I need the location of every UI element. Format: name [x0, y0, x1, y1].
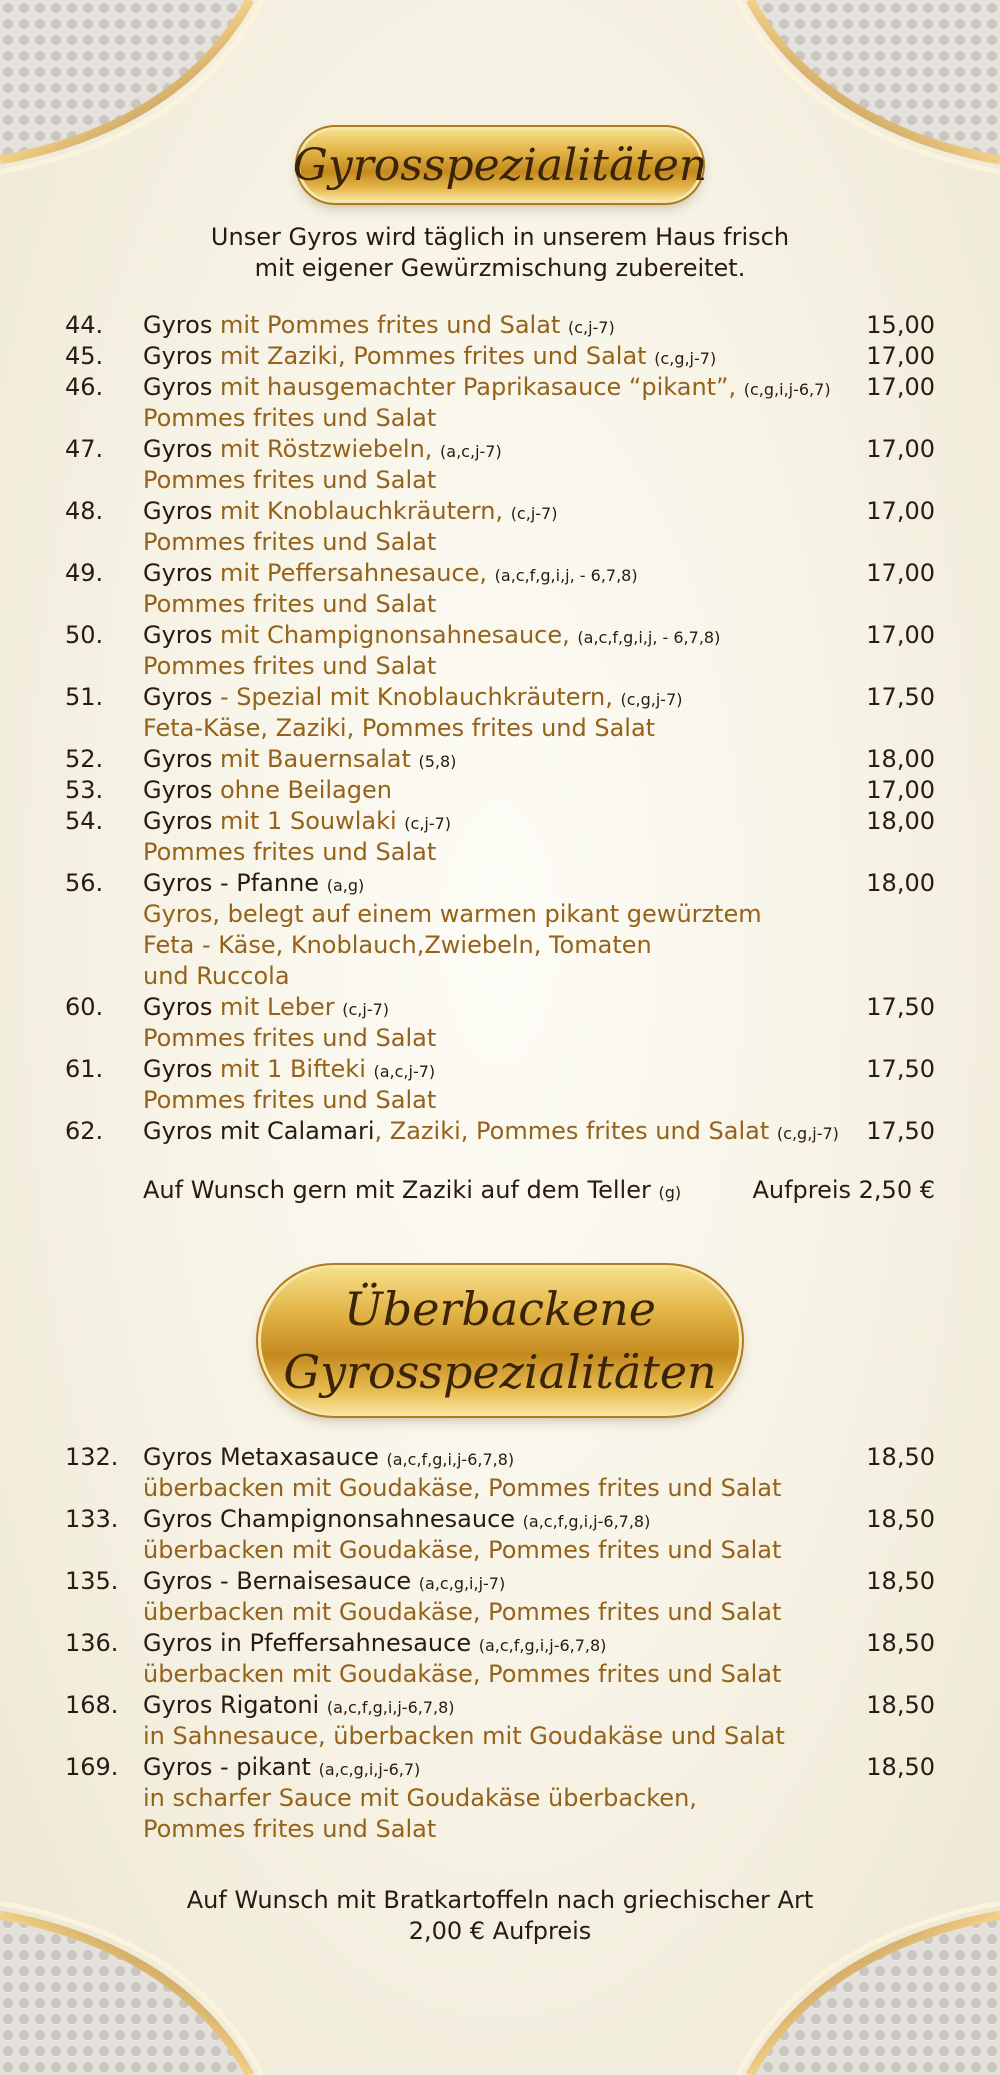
item-text: mit Knoblauchkräutern,: [219, 497, 511, 525]
menu-item-line: [0, 775, 1000, 806]
item-description: [143, 930, 652, 961]
item-allergens: (a,c,j-7): [440, 442, 502, 461]
item-allergens: (c,j-7): [342, 1000, 390, 1019]
item-number: 135.: [65, 1567, 119, 1595]
menu-item-line: [0, 589, 1000, 620]
item-text: Pommes frites und Salat: [143, 590, 437, 618]
item-text: Gyros - pikant: [143, 1753, 319, 1781]
item-price: 17,00: [866, 497, 935, 525]
item-text: mit Bauernsalat: [219, 745, 419, 773]
item-text: mit 1 Souwlaki: [219, 807, 405, 835]
item-text: mit Pommes frites und Salat: [219, 311, 568, 339]
item-text: in Sahnesauce, überbacken mit Goudakäse und Salat: [143, 1722, 785, 1750]
item-allergens: (a,c,g,i,j-7): [418, 1574, 506, 1593]
item-number: 52.: [65, 745, 104, 773]
item-text: mit Peffersahnesauce,: [219, 559, 495, 587]
item-description: [143, 310, 615, 343]
menu-item-line: [0, 930, 1000, 961]
menu-item-line: [0, 1721, 1000, 1752]
item-number: 51.: [65, 683, 104, 711]
item-price: 17,00: [866, 621, 935, 649]
item-description: [143, 465, 436, 496]
item-price: 17,00: [866, 435, 935, 463]
item-description: [143, 1566, 505, 1599]
menu-item-line: [0, 868, 1000, 899]
menu-list-gyros: [0, 310, 1000, 1147]
menu-item-line: [0, 1690, 1000, 1721]
item-description: [143, 403, 436, 434]
item-text: Pommes frites und Salat: [143, 1086, 437, 1114]
item-allergens: (a,c,f,g,i,j-6,7,8): [326, 1698, 455, 1717]
item-text: Gyros: [143, 621, 220, 649]
item-text: Gyros: [143, 993, 220, 1021]
item-allergens: (a,c,f,g,i,j-6,7,8): [478, 1636, 607, 1655]
item-price: 17,00: [866, 776, 935, 804]
item-description: [143, 1535, 781, 1566]
item-text: Gyros in Pfeffersahnesauce: [143, 1629, 479, 1657]
item-text: und Ruccola: [143, 962, 290, 990]
item-allergens: (a,c,g,i,j-6,7): [318, 1760, 421, 1779]
item-text: Gyros: [143, 559, 220, 587]
item-number: 60.: [65, 993, 104, 1021]
menu-item-line: [0, 1535, 1000, 1566]
item-text: Pommes frites und Salat: [143, 1024, 437, 1052]
item-text: mit 1 Bifteki: [219, 1055, 374, 1083]
item-description: [143, 868, 364, 901]
item-text: Gyros - Bernaisesauce: [143, 1567, 419, 1595]
item-price: 18,50: [866, 1443, 935, 1471]
menu-item-line: [0, 682, 1000, 713]
menu-item-line: [0, 310, 1000, 341]
item-allergens: (5,8): [418, 752, 457, 771]
item-number: 49.: [65, 559, 104, 587]
item-allergens: (a,g): [326, 876, 365, 895]
item-price: 17,00: [866, 342, 935, 370]
menu-item-line: [0, 558, 1000, 589]
item-text: Gyros, belegt auf einem warmen pikant gewürztem: [143, 900, 762, 928]
item-price: 18,50: [866, 1567, 935, 1595]
item-number: 45.: [65, 342, 104, 370]
item-allergens: (a,c,f,g,i,j, - 6,7,8): [577, 628, 721, 647]
item-number: 168.: [65, 1691, 119, 1719]
item-price: 18,50: [866, 1753, 935, 1781]
menu-item-line: [0, 1783, 1000, 1814]
item-description: [143, 775, 392, 806]
menu-item-line: [0, 961, 1000, 992]
menu-item-line: [0, 744, 1000, 775]
menu-item-line: [0, 465, 1000, 496]
item-text: Gyros: [143, 776, 220, 804]
item-number: 44.: [65, 311, 104, 339]
item-number: 53.: [65, 776, 104, 804]
item-description: [143, 1473, 781, 1504]
item-text: mit Röstzwiebeln,: [219, 435, 441, 463]
item-text: Pommes frites und Salat: [143, 528, 437, 556]
item-description: [143, 558, 638, 591]
item-price: 15,00: [866, 311, 935, 339]
item-description: [143, 1690, 455, 1723]
menu-item-line: [0, 1597, 1000, 1628]
item-price: 17,50: [866, 993, 935, 1021]
item-allergens: (c,g,j-7): [620, 690, 683, 709]
item-text: Gyros mit Calamari: [143, 1117, 375, 1145]
item-number: 169.: [65, 1753, 119, 1781]
item-description: [143, 1752, 420, 1785]
menu-item-line: [0, 1442, 1000, 1473]
item-allergens: (c,j-7): [567, 318, 615, 337]
menu-item-line: [0, 1054, 1000, 1085]
item-number: 48.: [65, 497, 104, 525]
menu-item-line: [0, 992, 1000, 1023]
item-allergens: (c,g,i,j-6,7): [743, 380, 831, 399]
menu-list-ueberbacken: [0, 1442, 1000, 1845]
item-text: Gyros: [143, 683, 220, 711]
item-text: Gyros: [143, 435, 220, 463]
item-description: [143, 992, 389, 1025]
item-price: 18,00: [866, 869, 935, 897]
item-price: 17,50: [866, 683, 935, 711]
item-text: Gyros Metaxasauce: [143, 1443, 387, 1471]
item-allergens: (a,c,f,g,i,j-6,7,8): [522, 1512, 651, 1531]
section-title-banner: [292, 130, 708, 200]
item-text: Pommes frites und Salat: [143, 838, 437, 866]
item-text: überbacken mit Goudakäse, Pommes frites und Salat: [143, 1536, 782, 1564]
item-text: mit Zaziki, Pommes frites und Salat: [219, 342, 655, 370]
item-price: 18,00: [866, 807, 935, 835]
item-text: überbacken mit Goudakäse, Pommes frites und Salat: [143, 1660, 782, 1688]
item-text: Pommes frites und Salat: [143, 404, 437, 432]
item-price: 17,00: [866, 373, 935, 401]
item-description: [143, 1814, 436, 1845]
menu-item-line: [0, 1023, 1000, 1054]
item-description: [143, 713, 655, 744]
item-number: 132.: [65, 1443, 119, 1471]
item-allergens: (a,c,f,g,i,j-6,7,8): [386, 1450, 515, 1469]
item-text: mit Leber: [219, 993, 343, 1021]
menu-item-line: [0, 1085, 1000, 1116]
item-number: 61.: [65, 1055, 104, 1083]
footer-note: [0, 1885, 1000, 1947]
menu-item-line: [0, 1628, 1000, 1659]
item-description: [143, 1628, 606, 1661]
item-text: überbacken mit Goudakäse, Pommes frites und Salat: [143, 1598, 782, 1626]
item-description: [143, 682, 683, 715]
item-text: in scharfer Sauce mit Goudakäse überbacken,: [143, 1784, 697, 1812]
item-text: mit hausgemachter Paprikasauce “pikant”,: [219, 373, 744, 401]
item-price: 17,50: [866, 1055, 935, 1083]
menu-item-line: [0, 1659, 1000, 1690]
item-text: Gyros: [143, 497, 220, 525]
item-text: Gyros Champignonsahnesauce: [143, 1505, 523, 1533]
footer-line: 2,00 € Aufpreis: [408, 1917, 592, 1945]
menu-item-line: [0, 899, 1000, 930]
section-title-banner: [261, 1268, 739, 1413]
item-price: 18,50: [866, 1505, 935, 1533]
item-description: [143, 527, 436, 558]
note-price: Aufpreis 2,50 €: [752, 1176, 935, 1204]
item-allergens: (a,c,j-7): [373, 1062, 436, 1081]
item-description: [143, 1023, 436, 1054]
item-text: ohne Beilagen: [219, 776, 392, 804]
item-number: 47.: [65, 435, 104, 463]
item-description: [143, 620, 720, 653]
item-description: [143, 1597, 781, 1628]
item-description: [143, 434, 502, 467]
item-number: 133.: [65, 1505, 119, 1533]
item-allergens: (c,g,j-7): [776, 1124, 839, 1143]
item-number: 56.: [65, 869, 104, 897]
item-description: [143, 806, 451, 839]
item-text: Gyros - Pfanne: [143, 869, 327, 897]
menu-item-line: [0, 1814, 1000, 1845]
section-intro: [0, 222, 1000, 284]
menu-item-line: [0, 341, 1000, 372]
intro-line: mit eigener Gewürzmischung zubereitet.: [254, 254, 746, 282]
item-text: Pommes frites und Salat: [143, 652, 437, 680]
item-price: 17,50: [866, 1117, 935, 1145]
item-description: [143, 1783, 697, 1814]
menu-item-line: [0, 527, 1000, 558]
item-text: Gyros: [143, 311, 220, 339]
menu-item-line: [0, 372, 1000, 403]
menu-item-line: [0, 1752, 1000, 1783]
item-text: Pommes frites und Salat: [143, 466, 437, 494]
item-allergens: (c,j-7): [510, 504, 558, 523]
item-price: 18,00: [866, 745, 935, 773]
corner-ornament-top-left: [0, 0, 280, 200]
item-text: Gyros Rigatoni: [143, 1691, 327, 1719]
note-text: Auf Wunsch gern mit Zaziki auf dem Teller (g): [143, 1176, 682, 1204]
item-description: [143, 899, 762, 930]
menu-item-line: [0, 806, 1000, 837]
section-title-line: Überbackene: [343, 1282, 656, 1337]
item-number: 54.: [65, 807, 104, 835]
item-description: [143, 651, 436, 682]
item-description: [143, 372, 831, 405]
item-description: [143, 1721, 785, 1752]
item-text: mit Champignonsahnesauce,: [219, 621, 578, 649]
menu-item-line: [0, 713, 1000, 744]
item-text: Gyros: [143, 373, 220, 401]
item-number: 50.: [65, 621, 104, 649]
item-description: [143, 589, 436, 620]
menu-item-line: [0, 1116, 1000, 1147]
item-text: Gyros: [143, 342, 220, 370]
item-description: [143, 496, 557, 529]
menu-item-line: [0, 837, 1000, 868]
item-price: 17,00: [866, 559, 935, 587]
item-description: [143, 1054, 435, 1087]
item-text: Gyros: [143, 1055, 220, 1083]
item-text: - Spezial mit Knoblauchkräutern,: [219, 683, 621, 711]
menu-item-line: [0, 1473, 1000, 1504]
item-allergens: (c,j-7): [404, 814, 452, 833]
item-price: 18,50: [866, 1629, 935, 1657]
item-number: 46.: [65, 373, 104, 401]
item-text: Feta - Käse, Knoblauch,Zwiebeln, Tomaten: [143, 931, 652, 959]
menu-item-line: [0, 1504, 1000, 1535]
item-allergens: (a,c,f,g,i,j, - 6,7,8): [494, 566, 638, 585]
item-text: Pommes frites und Salat: [143, 1815, 437, 1843]
item-text: überbacken mit Goudakäse, Pommes frites und Salat: [143, 1474, 782, 1502]
item-description: [143, 837, 436, 868]
item-number: 62.: [65, 1117, 104, 1145]
item-text: Gyros: [143, 745, 220, 773]
item-text: , Zaziki, Pommes frites und Salat: [374, 1117, 777, 1145]
section-title: Gyrosspezialitäten: [292, 139, 708, 191]
corner-ornament-top-right: [720, 0, 1000, 200]
item-number: 136.: [65, 1629, 119, 1657]
item-text: Feta-Käse, Zaziki, Pommes frites und Salat: [143, 714, 656, 742]
menu-item-line: [0, 651, 1000, 682]
menu-item-line: [0, 434, 1000, 465]
item-price: 18,50: [866, 1691, 935, 1719]
menu-item-line: [0, 1566, 1000, 1597]
item-description: [143, 1116, 839, 1149]
item-allergens: (c,g,j-7): [654, 349, 717, 368]
menu-item-line: [0, 496, 1000, 527]
item-description: [143, 1085, 436, 1116]
footer-line: Auf Wunsch mit Bratkartoffeln nach griechischer Art: [186, 1886, 814, 1914]
item-description: [143, 744, 456, 777]
item-description: [143, 1442, 514, 1475]
intro-line: Unser Gyros wird täglich in unserem Haus frisch: [210, 223, 790, 251]
item-description: [143, 1659, 781, 1690]
item-description: [143, 961, 290, 992]
item-description: [143, 341, 716, 374]
menu-item-line: [0, 620, 1000, 651]
item-text: Gyros: [143, 807, 220, 835]
section-title-line: Gyrosspezialitäten: [283, 1344, 717, 1399]
menu-item-line: [0, 403, 1000, 434]
item-description: [143, 1504, 650, 1537]
